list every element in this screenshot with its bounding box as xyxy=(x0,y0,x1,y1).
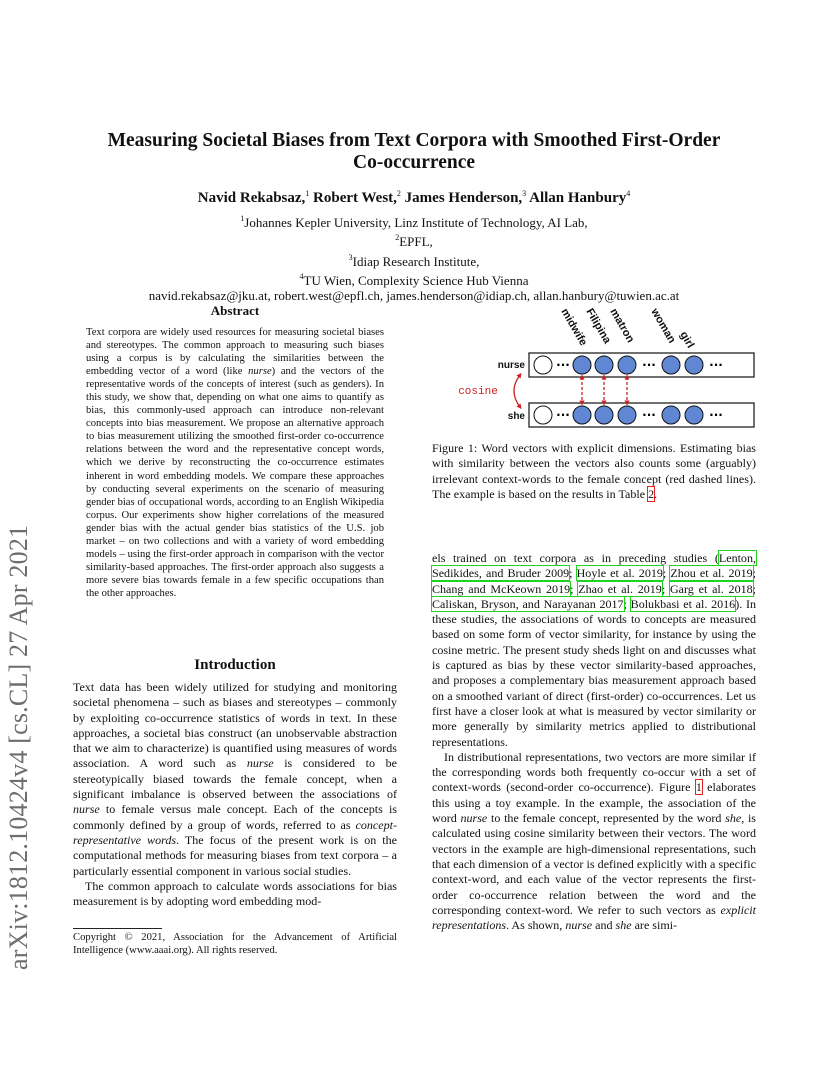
paragraph: Text data has been widely utilized for studying and monitoring societal phenomena – such as biases and stereotypes – commonly by exploiting co-occurrence statistics of words in text. In these approaches, a societal bias construct (an unobservable abstraction that we aim to characterize) is quantified using measures of words association. A word such as nurse is considered to be stereotypically biased towards the female concept, when a significant imbalance is observed between the associations of nurse to female versus male concept. Each of the concepts is commonly defined by a group of words, referred to as concept-representative words. The focus of the present work is on the computational methods for measuring biases from text corpora – a particularly essential component in various social studies. xyxy=(73,680,397,878)
figure-word-vectors xyxy=(432,303,762,433)
paragraph: The common approach to calculate words associations for bias measurement is by adopting word embedding mod- xyxy=(73,878,397,909)
author-mark: 1 xyxy=(305,189,310,198)
figure-ref-link[interactable]: 1 xyxy=(695,780,702,795)
vector-cell xyxy=(595,406,613,424)
context-word-label: girl xyxy=(677,329,697,351)
citation-link[interactable]: Bolukbasi et al. 2016 xyxy=(630,596,736,611)
cosine-arrow xyxy=(514,375,520,407)
author-name: Allan Hanbury xyxy=(529,190,627,206)
citation-link[interactable]: Hoyle et al. 2019 xyxy=(576,566,663,581)
vector-cell xyxy=(662,406,680,424)
vector-cell xyxy=(534,356,552,374)
title-line-1: Measuring Societal Biases from Text Corpora with Smoothed First-Order xyxy=(107,130,721,151)
ellipsis: ··· xyxy=(709,358,723,372)
vector-cell xyxy=(534,406,552,424)
affiliation-line: $^3$Idiap Research Institute, xyxy=(348,252,480,269)
ellipsis: ··· xyxy=(556,358,570,372)
author-name: Navid Rekabsaz, xyxy=(197,190,306,206)
vector-cell xyxy=(595,356,613,374)
affiliation-line: $^1$Johannes Kepler University, Linz Institute of Technology, AI Lab, xyxy=(240,214,588,230)
footnote-rule xyxy=(73,928,162,929)
context-word-label: woman xyxy=(648,306,678,346)
paragraph: In distributional representations, two vectors are more similar if the corresponding words both frequently co-occur with a set of context-words (second-order co-occurrence). Figure 1 elaborates this using a toy example. In the example, the association of the word nurse to the female concept, represented by the word she, is calculated using cosine similarity between their vectors. The word vectors in the example are high-dimensional representations, such that each dimension of a vector is defined explicitly with a specific context-word, and each value of the vector represents the first-order co-occurrence relation between the word and the corresponding context-word. We refer to such vectors as explicit representations. As shown, nurse and she are simi- xyxy=(432,749,756,933)
vector-cell xyxy=(662,356,680,374)
citation-link[interactable]: Garg et al. 2018 xyxy=(669,581,753,596)
ellipsis: ··· xyxy=(642,408,656,422)
ellipsis: ··· xyxy=(556,408,570,422)
vector-cell xyxy=(618,356,636,374)
row-label-she: she xyxy=(507,411,525,422)
introduction-body xyxy=(73,680,397,909)
ellipsis: ··· xyxy=(642,358,656,372)
citation-link[interactable]: Zhao et al. 2019 xyxy=(578,581,662,596)
author-name: Robert West, xyxy=(313,190,397,206)
vector-cell xyxy=(573,356,591,374)
citation-link[interactable]: Caliskan, Bryson, and Narayanan 2017 xyxy=(432,596,624,611)
affiliation-line: $^2$EPFL, xyxy=(395,233,433,250)
vector-cell xyxy=(685,406,703,424)
cosine-label: cosine xyxy=(458,386,498,398)
author-list xyxy=(60,189,768,207)
figure-svg xyxy=(432,303,762,433)
arxiv-stamp: arXiv:1812.10424v4 [cs.CL] 27 Apr 2021 xyxy=(4,524,33,970)
right-column-body xyxy=(432,551,756,933)
paragraph: els trained on text corpora as in preceding studies (Lenton, Sedikides, and Bruder 2009; Hoyle et al. 2019; Zhou et al. 2019; Chang and McKeown 2019; Zhao et al. 2019; Garg et al. 2018; Caliskan, Bryson, and Narayanan 2017; Bolukbasi et al. 2016). In these studies, the associations of words to concepts are measured based on some form of vector similarity, for instance by using the cosine metric. The present study sheds light on and discusses what is captured as bias by these vector similarity-based approaches, and proposes a complementary bias measurement approach based on a smoothed variant of direct (first-order) co-occurrences. Let us first have a closer look at what is measured by vector similarity or more generally by similarity metrics applied to distributional representations. xyxy=(432,551,756,749)
affiliation-block xyxy=(60,211,768,303)
context-word-label: Filipina xyxy=(583,306,614,346)
table-ref-link[interactable]: 2 xyxy=(648,486,655,501)
citation-link[interactable]: Zhou et al. 2019 xyxy=(670,566,753,581)
author-name: James Henderson, xyxy=(404,190,523,206)
title-line-2: Co-occurrence xyxy=(353,152,475,173)
figure-caption: Figure 1: Word vectors with explicit dimensions. Estimating bias with similarity between the vectors also counts some (arguably) irrelevant context-words to the female concept (red dashed lines). The example is based on the results in Table 2. xyxy=(432,441,756,501)
context-word-label: midwife xyxy=(558,306,590,348)
affiliation-line: $^4$TU Wien, Complexity Science Hub Vienna xyxy=(299,271,529,288)
vector-cell xyxy=(573,406,591,424)
abstract-body: Text corpora are widely used resources for measuring societal biases and stereotypes. The common approach to measuring such biases using a corpus is by calculating the similarities between the embedding vector of a word (like nurse) and the vectors of the representative words of the concepts of interest (such as genders). In this study, we show that, depending on what one aims to quantify as bias, this commonly-used approach can introduce non-relevant concepts into bias measurement. We propose an alternative approach to bias measurement utilizing the smoothed first-order co-occurrence relations between the word and the representative concept words, which we derive by reconstructing the co-occurrence estimates inherent in word embedding models. We compare these approaches by conducting several experiments on the scenario of measuring gender bias of occupational words, according to an English Wikipedia corpus. Our experiments show higher correlations of the measured gender bias with the actual gender bias statistics of the U.S. job market – on two collections and with a variety of word embedding models – using the first-order approach in comparison with the vector similarity-based approaches. The first-order approach also suggests a more severe bias towards female in a few specific occupations than the other approaches. xyxy=(86,327,384,599)
section-heading-introduction: Introduction xyxy=(194,657,276,673)
vector-cell xyxy=(685,356,703,374)
author-mark: 3 xyxy=(522,189,527,198)
author-mark: 4 xyxy=(626,189,631,198)
vector-cell xyxy=(618,406,636,424)
author-emails: navid.rekabsaz@jku.at, robert.west@epfl.ch, james.henderson@idiap.ch, allan.hanbury@tuwien.ac.at xyxy=(148,288,680,304)
copyright-footnote: Copyright © 2021, Association for the Advancement of Artificial Intelligence (www.aaai.org). All rights reserved. xyxy=(73,932,397,957)
citation-link[interactable]: Lenton, Sedikides, and Bruder 2009 xyxy=(432,551,756,581)
citation-link[interactable]: Chang and McKeown 2019 xyxy=(432,581,571,596)
abstract-heading: Abstract xyxy=(210,303,260,318)
row-label-nurse: nurse xyxy=(497,360,525,371)
context-word-label: matron xyxy=(607,306,637,345)
author-mark: 2 xyxy=(396,189,401,198)
paper-title xyxy=(60,130,768,174)
ellipsis: ··· xyxy=(709,408,723,422)
